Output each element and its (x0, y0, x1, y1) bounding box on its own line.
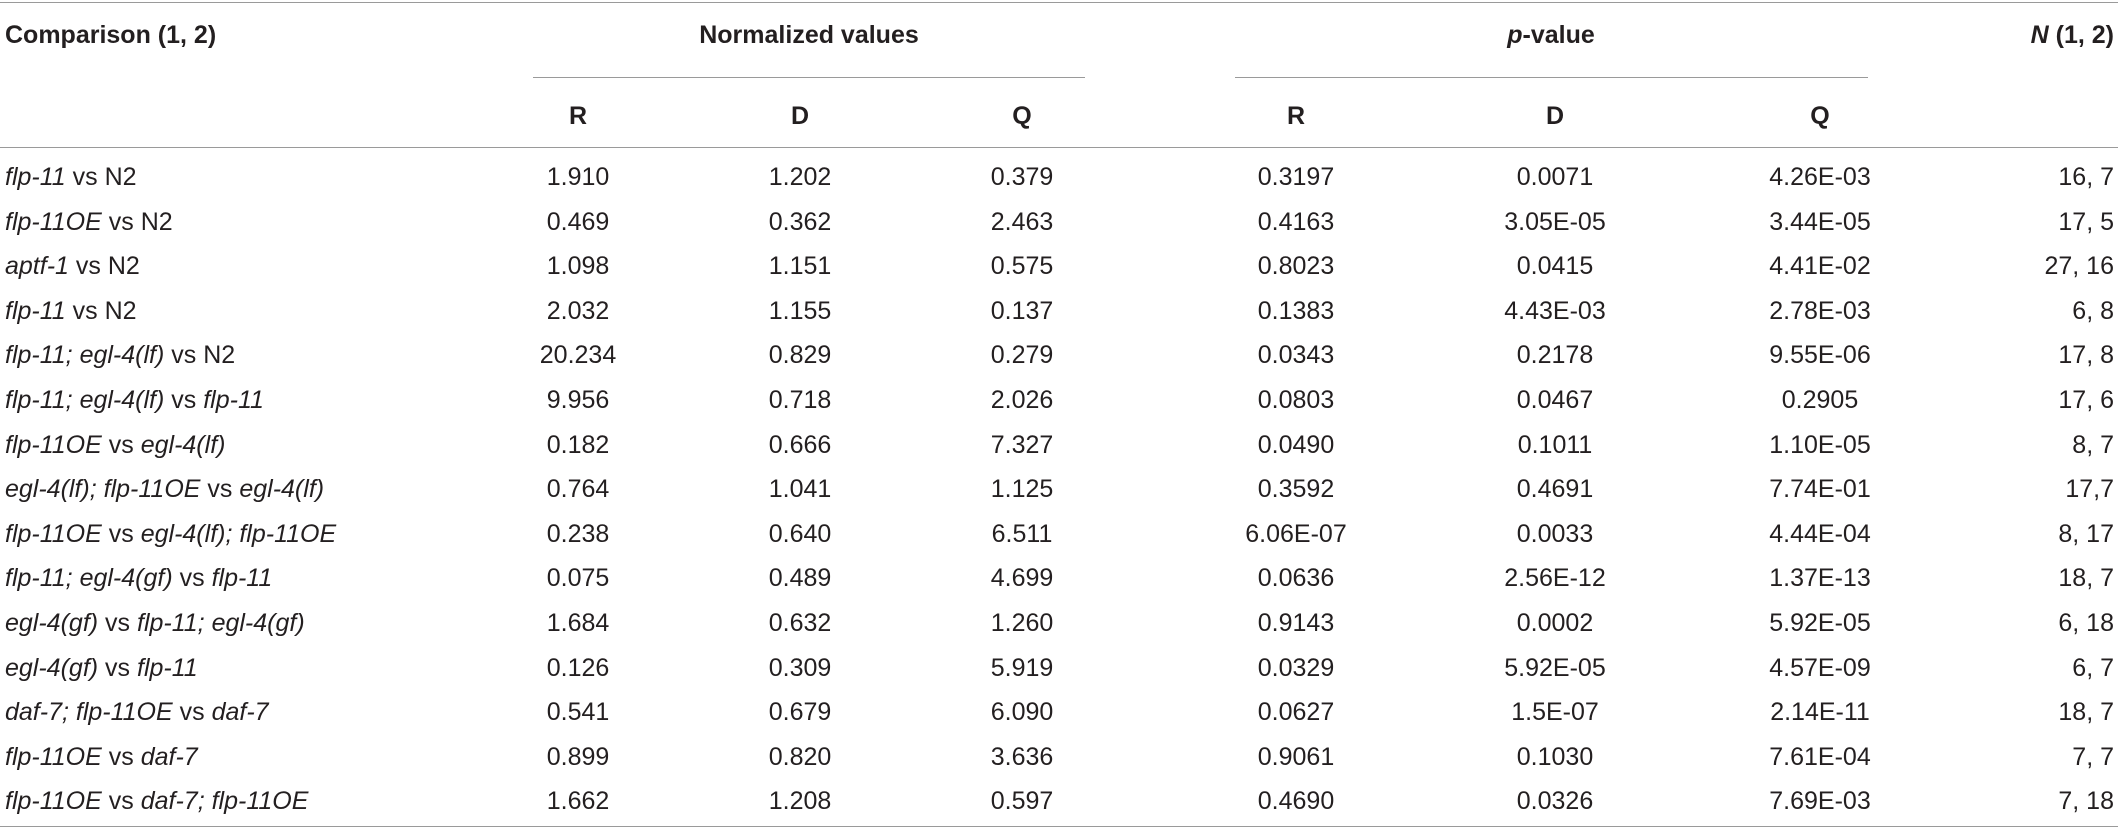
comparison-text: vs (200, 475, 240, 504)
cell-norm-r: 0.899 (546, 742, 610, 771)
strain-name: flp-11 (5, 163, 66, 191)
table-row (0, 556, 2118, 601)
strain-name: daf-7; flp-11OE (5, 698, 173, 727)
cell-comparison (5, 162, 137, 192)
cell-norm-q: 6.511 (991, 519, 1053, 548)
cell-comparison (5, 385, 264, 415)
header-p-letter: p (1507, 21, 1523, 49)
header-p-rest: -value (1522, 21, 1595, 49)
cell-p-r: 0.9061 (1257, 742, 1335, 771)
cell-norm-d: 0.362 (768, 207, 832, 236)
cell-norm-q: 0.575 (990, 252, 1054, 281)
strain-name: egl-4(lf) (239, 475, 325, 504)
header-n-rest: (1, 2) (2048, 21, 2114, 49)
cell-norm-r: 2.032 (546, 296, 610, 325)
cell-p-q: 3.44E-05 (1769, 207, 1871, 236)
strain-name: flp-11; egl-4(lf) (5, 341, 165, 370)
cell-comparison (5, 653, 198, 683)
cell-p-q: 7.74E-01 (1769, 475, 1871, 504)
pvalue-group-rule (1235, 77, 1868, 78)
cell-norm-q: 4.699 (990, 564, 1054, 593)
cell-norm-r: 0.126 (546, 653, 610, 682)
cell-norm-q: 0.597 (990, 787, 1054, 816)
cell-p-q: 2.14E-11 (1770, 698, 1870, 727)
cell-norm-d: 0.718 (768, 386, 832, 414)
cell-p-r: 0.9143 (1257, 609, 1335, 637)
cell-p-r: 0.1383 (1257, 296, 1335, 325)
table-row (0, 200, 2118, 245)
cell-comparison (5, 296, 137, 326)
cell-n: 7, 18 (2058, 787, 2114, 816)
cell-comparison (5, 430, 225, 460)
header-p-q: Q (1810, 102, 1830, 130)
cell-p-r: 0.4690 (1257, 787, 1335, 816)
header-n-letter: N (2030, 21, 2049, 49)
cell-p-r: 0.3197 (1257, 163, 1335, 191)
strain-name: daf-7; flp-11OE (140, 787, 309, 816)
cell-n: 27, 16 (2044, 252, 2114, 281)
cell-norm-d: 0.640 (768, 519, 832, 548)
cell-p-r: 0.0343 (1257, 341, 1335, 370)
cell-p-r: 0.0803 (1257, 386, 1335, 414)
cell-n: 18, 7 (2058, 564, 2114, 593)
strain-name: flp-11OE (5, 430, 102, 459)
strain-name: daf-7 (211, 698, 269, 727)
comparison-text: vs (98, 653, 137, 682)
table-row (0, 289, 2118, 334)
cell-p-d: 1.5E-07 (1511, 698, 1599, 727)
cell-n: 17, 5 (2058, 207, 2114, 236)
cell-p-d: 0.4691 (1516, 475, 1594, 504)
cell-norm-r: 20.234 (539, 341, 617, 370)
cell-p-q: 4.57E-09 (1769, 653, 1871, 682)
cell-norm-r: 0.182 (546, 430, 610, 459)
cell-norm-d: 1.202 (768, 163, 832, 191)
cell-norm-r: 0.075 (546, 564, 610, 593)
cell-norm-r: 9.956 (546, 386, 610, 414)
cell-norm-d: 0.829 (768, 341, 832, 370)
cell-n: 17,7 (2065, 475, 2114, 504)
cell-comparison (5, 563, 272, 593)
cell-n: 17, 8 (2058, 341, 2114, 370)
cell-p-d: 0.0002 (1516, 609, 1594, 637)
cell-p-d: 0.1011 (1517, 430, 1593, 459)
comparison-text: vs (172, 564, 212, 593)
table-row (0, 155, 2118, 200)
table-row (0, 601, 2118, 646)
cell-norm-r: 1.098 (546, 252, 610, 281)
comparison-text: vs (164, 386, 204, 414)
strain-name: aptf-1 (5, 252, 69, 281)
cell-comparison (5, 786, 308, 816)
cell-p-q: 0.2905 (1781, 386, 1859, 414)
header-norm-d: D (790, 102, 810, 130)
comparison-text: vs N2 (101, 207, 173, 236)
comparison-text: vs N2 (65, 163, 137, 191)
comparison-text: vs N2 (164, 341, 236, 370)
cell-p-r: 0.8023 (1257, 252, 1335, 281)
cell-n: 18, 7 (2058, 698, 2114, 727)
cell-p-d: 0.2178 (1516, 341, 1594, 370)
cell-n: 6, 18 (2058, 609, 2114, 637)
cell-norm-d: 0.632 (768, 609, 832, 637)
cell-comparison (5, 742, 198, 772)
cell-norm-q: 2.026 (990, 386, 1054, 414)
header-norm-r: R (568, 102, 588, 130)
cell-norm-r: 0.764 (546, 475, 610, 504)
cell-norm-q: 6.090 (990, 698, 1054, 727)
cell-p-q: 2.78E-03 (1769, 296, 1871, 325)
cell-norm-d: 1.151 (768, 252, 832, 281)
table-row (0, 244, 2118, 289)
table-row (0, 423, 2118, 468)
comparison-text: vs (101, 742, 141, 771)
header-comparison: Comparison (1, 2) (5, 21, 217, 49)
cell-p-q: 1.37E-13 (1769, 564, 1871, 593)
strain-name: flp-11; egl-4(gf) (5, 564, 173, 593)
table-row (0, 333, 2118, 378)
cell-comparison (5, 608, 305, 638)
cell-norm-r: 0.541 (546, 698, 610, 727)
cell-norm-d: 0.489 (768, 564, 832, 593)
cell-p-r: 0.4163 (1257, 207, 1335, 236)
strain-name: flp-11OE (5, 787, 102, 816)
cell-n: 6, 8 (2072, 296, 2114, 325)
header-n (2031, 20, 2114, 50)
bottom-rule (0, 826, 2118, 827)
cell-norm-q: 1.125 (990, 475, 1054, 504)
table-row (0, 467, 2118, 512)
table-row (0, 646, 2118, 691)
cell-p-q: 9.55E-06 (1769, 341, 1871, 370)
strain-name: egl-4(gf) (5, 609, 99, 637)
cell-p-d: 0.0467 (1516, 386, 1594, 414)
cell-p-q: 7.69E-03 (1769, 787, 1871, 816)
cell-p-d: 0.0033 (1516, 519, 1594, 548)
comparison-text: vs (98, 609, 137, 637)
cell-comparison (5, 519, 336, 549)
strain-name: daf-7 (140, 742, 198, 771)
table-row (0, 735, 2118, 780)
cell-p-d: 0.1030 (1516, 742, 1594, 771)
cell-norm-d: 1.041 (768, 475, 832, 504)
table-row (0, 378, 2118, 423)
comparison-text: vs (101, 787, 141, 816)
normalized-group-rule (533, 77, 1085, 78)
cell-n: 8, 17 (2058, 519, 2114, 548)
cell-p-q: 1.10E-05 (1769, 430, 1871, 459)
comparison-text: vs (101, 430, 141, 459)
cell-norm-d: 0.820 (768, 742, 832, 771)
cell-norm-q: 1.260 (990, 609, 1054, 637)
cell-p-r: 6.06E-07 (1245, 519, 1347, 548)
cell-norm-q: 5.919 (990, 653, 1054, 682)
cell-p-q: 5.92E-05 (1769, 609, 1871, 637)
comparison-text: vs N2 (65, 296, 137, 325)
strain-name: flp-11 (137, 653, 198, 682)
cell-p-d: 0.0071 (1516, 163, 1594, 191)
header-rule (0, 147, 2118, 148)
strain-name: flp-11 (5, 296, 66, 325)
cell-norm-q: 0.279 (990, 341, 1054, 370)
cell-comparison (5, 697, 269, 727)
cell-p-r: 0.3592 (1257, 475, 1335, 504)
header-normalized-values: Normalized values (699, 21, 919, 49)
cell-n: 7, 7 (2072, 742, 2114, 771)
table-row (0, 512, 2118, 557)
top-rule (0, 2, 2118, 3)
cell-norm-r: 0.469 (546, 207, 610, 236)
cell-norm-d: 0.309 (768, 653, 832, 682)
cell-p-d: 0.0326 (1516, 787, 1594, 816)
cell-comparison (5, 474, 324, 504)
strain-name: flp-11 (211, 564, 273, 593)
cell-norm-d: 0.679 (768, 698, 832, 727)
cell-p-d: 4.43E-03 (1504, 296, 1606, 325)
header-p-d: D (1545, 102, 1565, 130)
cell-p-r: 0.0627 (1257, 698, 1335, 727)
cell-p-d: 5.92E-05 (1504, 653, 1606, 682)
strain-name: egl-4(lf); flp-11OE (5, 475, 201, 504)
cell-p-r: 0.0329 (1257, 653, 1335, 682)
comparison-text: vs (172, 698, 212, 727)
table-row (0, 690, 2118, 735)
strain-name: flp-11 (203, 386, 264, 414)
cell-n: 16, 7 (2058, 163, 2114, 191)
cell-norm-r: 1.662 (546, 787, 610, 816)
cell-p-d: 0.0415 (1516, 252, 1594, 281)
cell-comparison (5, 207, 173, 237)
cell-p-d: 2.56E-12 (1504, 564, 1606, 593)
strain-name: egl-4(gf) (5, 653, 99, 682)
cell-n: 17, 6 (2058, 386, 2114, 414)
strain-name: flp-11OE (5, 742, 102, 771)
cell-norm-r: 0.238 (546, 519, 610, 548)
header-p-value (1507, 20, 1595, 50)
cell-norm-d: 0.666 (768, 430, 832, 459)
cell-norm-q: 7.327 (990, 430, 1054, 459)
cell-norm-q: 2.463 (990, 207, 1054, 236)
cell-p-r: 0.0636 (1257, 564, 1335, 593)
cell-p-d: 3.05E-05 (1504, 207, 1606, 236)
strain-name: flp-11OE (5, 519, 102, 548)
cell-comparison (5, 340, 235, 370)
cell-norm-q: 3.636 (990, 742, 1054, 771)
header-p-r: R (1286, 102, 1306, 130)
cell-n: 8, 7 (2072, 430, 2114, 459)
strain-name: flp-11OE (5, 207, 102, 236)
comparison-text: vs N2 (68, 252, 140, 281)
strain-name: egl-4(lf); flp-11OE (140, 519, 337, 548)
cell-p-q: 7.61E-04 (1769, 742, 1871, 771)
cell-norm-r: 1.684 (546, 609, 610, 637)
cell-comparison (5, 251, 140, 281)
strain-name: flp-11; egl-4(gf) (137, 609, 305, 637)
cell-p-q: 4.26E-03 (1769, 163, 1871, 191)
cell-norm-r: 1.910 (546, 163, 610, 191)
cell-p-q: 4.44E-04 (1769, 519, 1871, 548)
table-row (0, 779, 2118, 824)
header-norm-q: Q (1012, 102, 1032, 130)
cell-n: 6, 7 (2072, 653, 2114, 682)
cell-norm-q: 0.379 (990, 163, 1054, 191)
cell-norm-q: 0.137 (990, 296, 1054, 325)
cell-p-q: 4.41E-02 (1769, 252, 1871, 281)
cell-p-r: 0.0490 (1257, 430, 1335, 459)
strain-name: egl-4(lf) (140, 430, 226, 459)
strain-name: flp-11; egl-4(lf) (5, 386, 165, 414)
cell-norm-d: 1.208 (768, 787, 832, 816)
cell-norm-d: 1.155 (768, 296, 832, 325)
comparison-text: vs (101, 519, 141, 548)
